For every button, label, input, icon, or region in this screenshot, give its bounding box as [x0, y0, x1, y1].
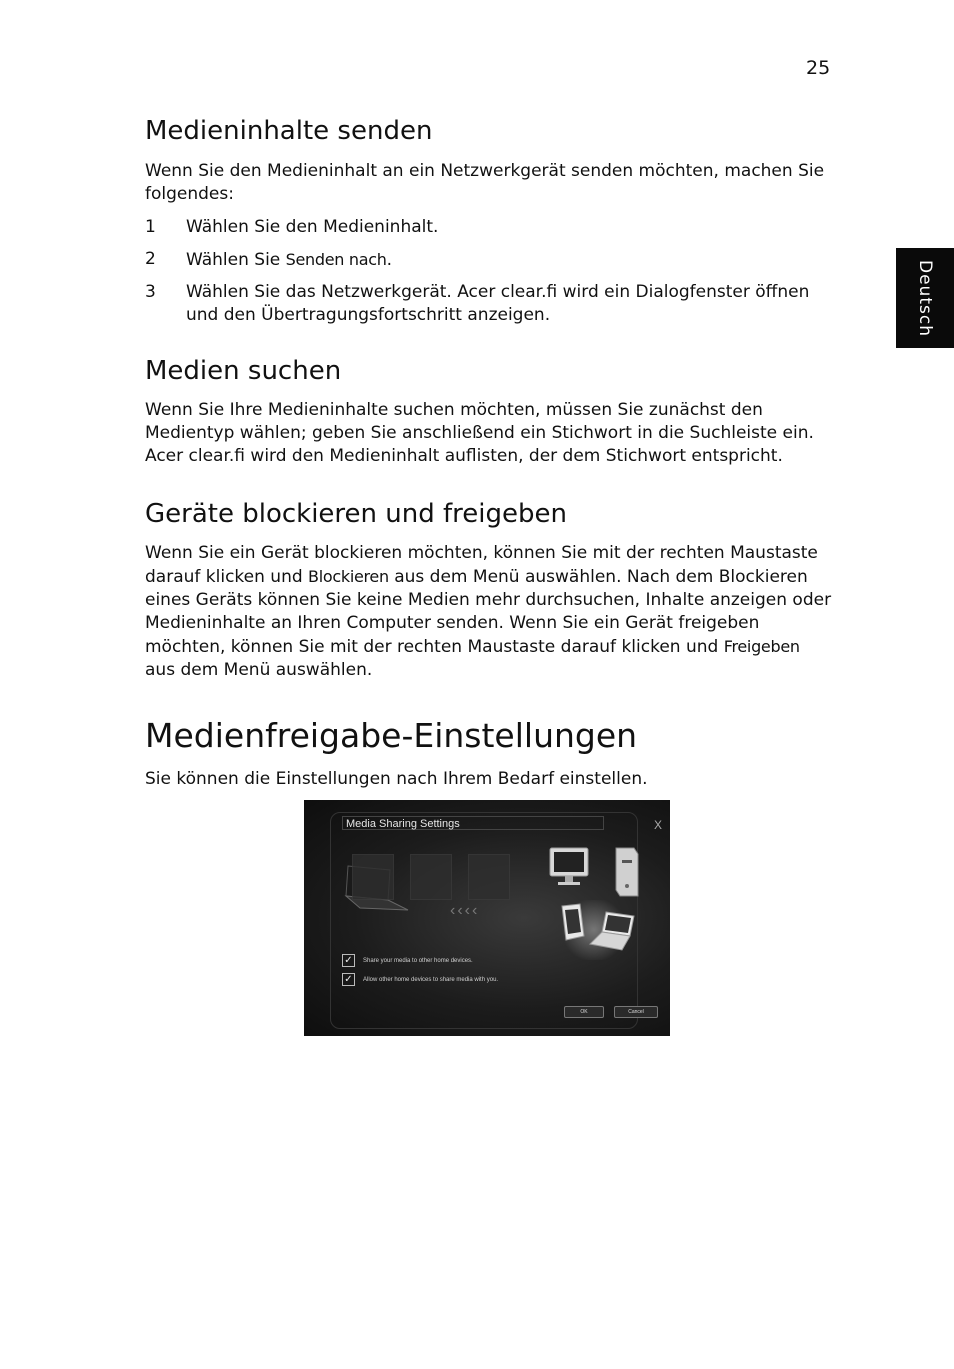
arrows-icon: ‹‹‹‹ [450, 902, 480, 919]
ui-term: Blockieren [308, 567, 389, 586]
option-share-media[interactable] [342, 954, 473, 967]
monitor-icon [548, 844, 590, 888]
netbook-icon [586, 908, 644, 952]
language-tab-label: Deutsch [915, 259, 935, 337]
close-icon[interactable]: X [654, 818, 663, 832]
language-tab [896, 248, 954, 348]
ui-term: Senden nach [285, 250, 387, 269]
option-allow-sharing[interactable] [342, 973, 498, 986]
ui-term: Freigeben [723, 637, 800, 656]
chapter-heading: Medienfreigabe-Einstellungen [145, 716, 638, 755]
section-send-body [145, 160, 835, 336]
option-label: Allow other home devices to share media with you. [363, 976, 499, 983]
section-heading-send: Medieninhalte senden [145, 116, 433, 146]
section-block-body [145, 542, 835, 682]
option-label: Share your media to other home devices. [363, 957, 473, 964]
section-search-body: Wenn Sie Ihre Medieninhalte suchen möchten, müssen Sie zunächst den Medientyp wählen; geben Sie anschließend ein Stichwort in die Suchleiste ein. Acer clear.fi wird den Medieninhalt auflisten, der dem Stichwort entspricht. [145, 400, 814, 466]
step-text-pre: Wählen Sie [186, 250, 286, 270]
page-number: 25 [806, 57, 831, 79]
step-text: Wählen Sie den Medieninhalt. [186, 217, 439, 237]
media-panel [352, 854, 394, 900]
text-run: Wenn Sie ein Gerät blockieren möchten, können Sie mit der rechten Maustaste darauf klicken und [145, 543, 818, 587]
section-send-intro: Wenn Sie den Medieninhalt an ein Netzwerkgerät senden möchten, machen Sie folgendes: [145, 161, 825, 204]
checkbox-allow-sharing[interactable]: ✓ [342, 973, 355, 986]
media-panel [410, 854, 452, 900]
step-number: 2 [145, 249, 156, 269]
cancel-button[interactable]: Cancel [614, 1006, 658, 1018]
section-settings-body: Sie können die Einstellungen nach Ihrem Bedarf einstellen. [145, 769, 648, 789]
step-text [186, 248, 392, 272]
desktop-tower-icon [610, 846, 640, 898]
media-panel [468, 854, 510, 900]
text-run: aus dem Menü auswählen. [145, 660, 373, 680]
ok-button[interactable]: OK [564, 1006, 604, 1018]
checkbox-share-media[interactable]: ✓ [342, 954, 355, 967]
list-item [145, 248, 835, 272]
text-run: aus dem Menü auswählen. Nach dem Blockieren eines Geräts können Sie keine Medien mehr durchsuchen, Inhalte anzeigen oder Medieninhalte an Ihren Computer senden. Wenn Sie ein Gerät freigeben möchten, können Sie mit der rechten Maustaste darauf klicken und [145, 567, 832, 657]
dialog-title: Media Sharing Settings [346, 818, 460, 830]
section-heading-search: Medien suchen [145, 356, 342, 386]
media-sharing-screenshot [304, 800, 670, 1036]
step-number: 1 [145, 217, 156, 237]
step-number: 3 [145, 282, 156, 302]
phone-icon [556, 902, 588, 942]
list-item [145, 281, 835, 327]
step-text: Wählen Sie das Netzwerkgerät. Acer clear.fi wird ein Dialogfenster öffnen und den Übertragungsfortschritt anzeigen. [186, 282, 810, 325]
list-item [145, 216, 835, 239]
section-heading-block: Geräte blockieren und freigeben [145, 499, 567, 529]
step-text-post: . [386, 250, 393, 270]
